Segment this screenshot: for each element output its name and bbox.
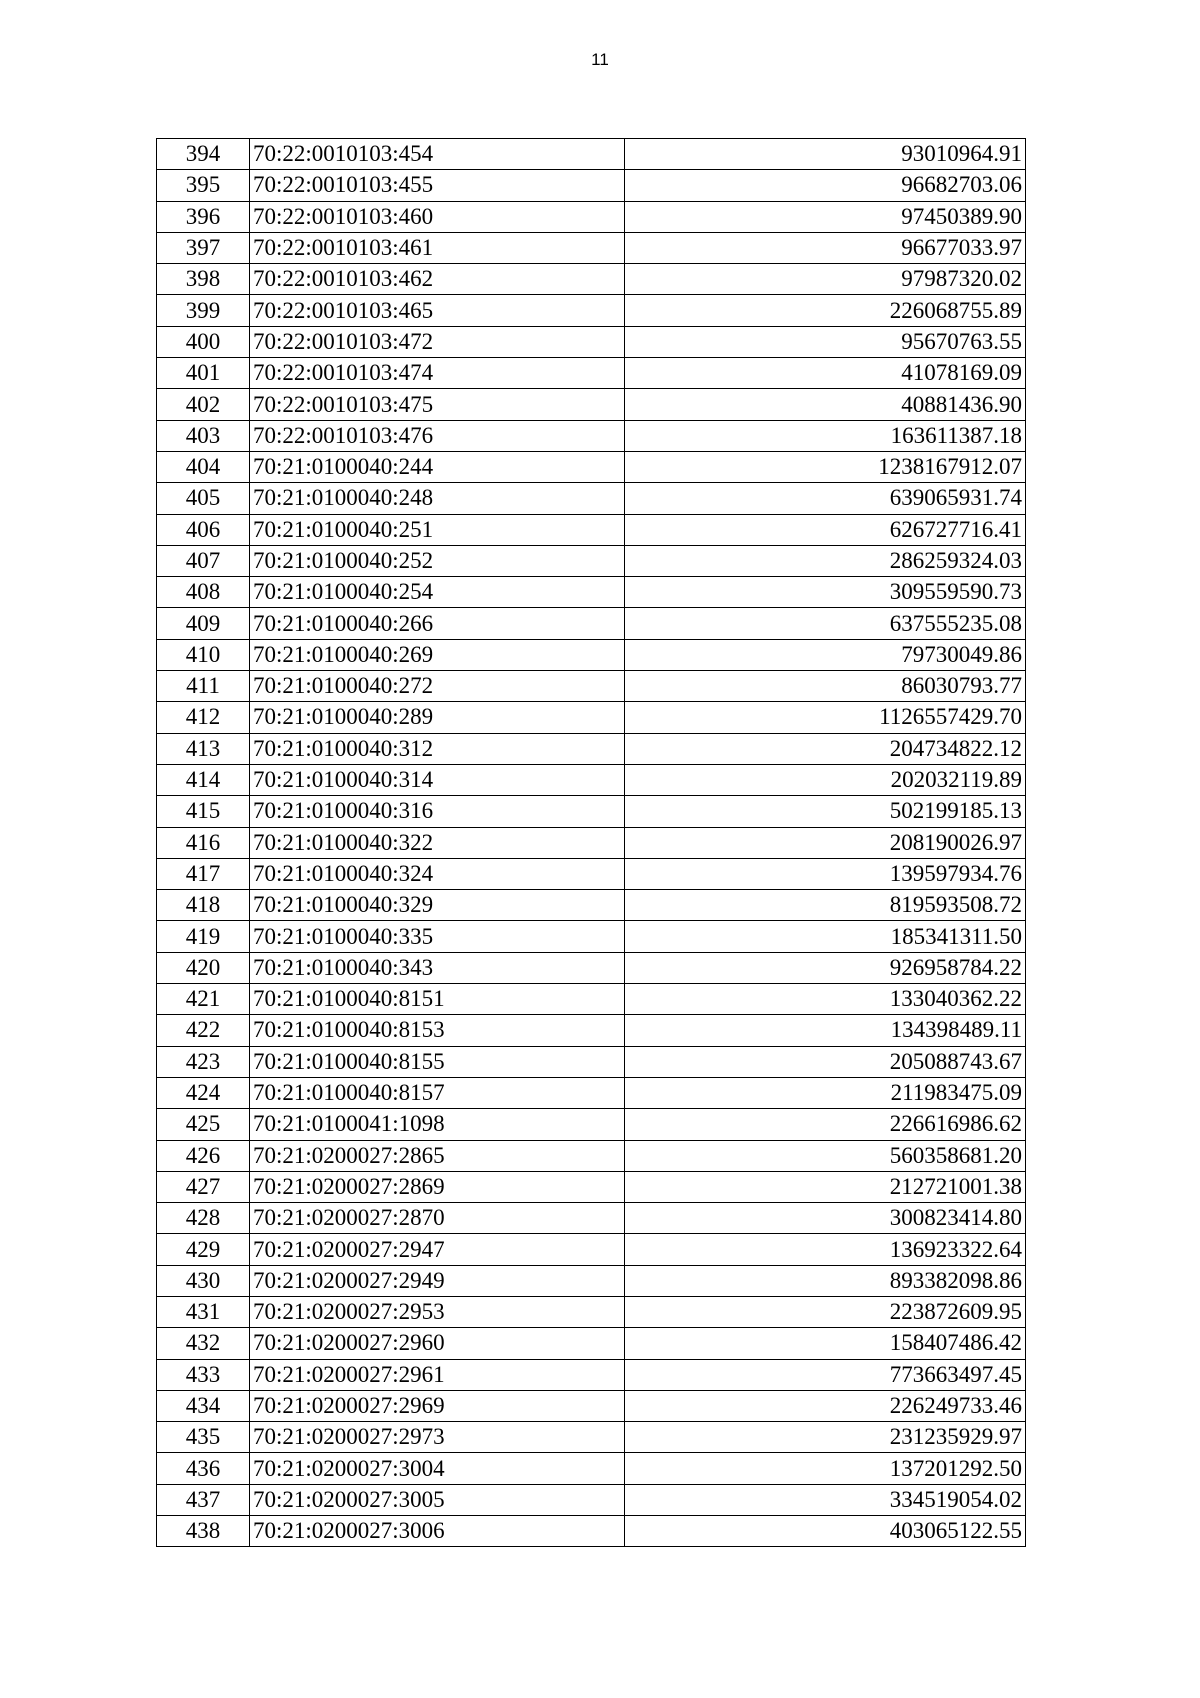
table-row	[157, 1234, 1026, 1265]
cadastral-number-cell: 70:21:0100040:329	[250, 890, 625, 921]
row-number-cell: 414	[157, 764, 250, 795]
row-number-cell: 410	[157, 639, 250, 670]
cadastral-number-cell: 70:21:0100040:289	[250, 702, 625, 733]
row-number-cell: 433	[157, 1359, 250, 1390]
cadastral-value-cell: 1126557429.70	[625, 702, 1026, 733]
table-row	[157, 1265, 1026, 1296]
cadastral-value-cell: 626727716.41	[625, 514, 1026, 545]
cadastral-number-cell: 70:22:0010103:460	[250, 201, 625, 232]
cadastral-value-cell: 223872609.95	[625, 1296, 1026, 1327]
cadastral-number-cell: 70:21:0100040:314	[250, 764, 625, 795]
cadastral-number-cell: 70:21:0200027:3005	[250, 1484, 625, 1515]
cadastral-value-cell: 96682703.06	[625, 170, 1026, 201]
cadastral-number-cell: 70:21:0100040:322	[250, 827, 625, 858]
row-number-cell: 432	[157, 1328, 250, 1359]
row-number-cell: 421	[157, 984, 250, 1015]
row-number-cell: 416	[157, 827, 250, 858]
cadastral-number-cell: 70:21:0100040:8153	[250, 1015, 625, 1046]
cadastral-number-cell: 70:21:0200027:3004	[250, 1453, 625, 1484]
table-row	[157, 1171, 1026, 1202]
cadastral-value-cell: 639065931.74	[625, 483, 1026, 514]
row-number-cell: 423	[157, 1046, 250, 1077]
row-number-cell: 419	[157, 921, 250, 952]
row-number-cell: 437	[157, 1484, 250, 1515]
cadastral-number-cell: 70:22:0010103:476	[250, 420, 625, 451]
table-row	[157, 1453, 1026, 1484]
cadastral-value-cell: 96677033.97	[625, 232, 1026, 263]
table-row	[157, 1484, 1026, 1515]
cadastral-value-cell: 202032119.89	[625, 764, 1026, 795]
row-number-cell: 403	[157, 420, 250, 451]
table-row	[157, 1109, 1026, 1140]
cadastral-number-cell: 70:21:0200027:2953	[250, 1296, 625, 1327]
cadastral-value-cell: 286259324.03	[625, 545, 1026, 576]
row-number-cell: 412	[157, 702, 250, 733]
table-row	[157, 264, 1026, 295]
cadastral-value-cell: 231235929.97	[625, 1422, 1026, 1453]
cadastral-number-cell: 70:21:0100040:8155	[250, 1046, 625, 1077]
cadastral-value-cell: 133040362.22	[625, 984, 1026, 1015]
row-number-cell: 430	[157, 1265, 250, 1296]
row-number-cell: 408	[157, 577, 250, 608]
row-number-cell: 406	[157, 514, 250, 545]
row-number-cell: 409	[157, 608, 250, 639]
cadastral-value-cell: 226249733.46	[625, 1390, 1026, 1421]
row-number-cell: 396	[157, 201, 250, 232]
table-row	[157, 1015, 1026, 1046]
cadastral-value-cell: 97450389.90	[625, 201, 1026, 232]
table-row	[157, 232, 1026, 263]
cadastral-number-cell: 70:22:0010103:474	[250, 358, 625, 389]
cadastral-number-cell: 70:21:0200027:3006	[250, 1516, 625, 1547]
cadastral-value-cell: 163611387.18	[625, 420, 1026, 451]
table-row	[157, 1296, 1026, 1327]
row-number-cell: 401	[157, 358, 250, 389]
cadastral-value-cell: 205088743.67	[625, 1046, 1026, 1077]
cadastral-number-cell: 70:22:0010103:465	[250, 295, 625, 326]
row-number-cell: 431	[157, 1296, 250, 1327]
table-row	[157, 577, 1026, 608]
cadastral-value-cell: 1238167912.07	[625, 451, 1026, 482]
cadastral-value-table	[156, 138, 1026, 1547]
table-row	[157, 764, 1026, 795]
cadastral-number-cell: 70:22:0010103:455	[250, 170, 625, 201]
row-number-cell: 420	[157, 952, 250, 983]
cadastral-value-cell: 139597934.76	[625, 858, 1026, 889]
table-row	[157, 1422, 1026, 1453]
cadastral-value-cell: 309559590.73	[625, 577, 1026, 608]
row-number-cell: 435	[157, 1422, 250, 1453]
page-number: 11	[591, 50, 609, 69]
table-row	[157, 984, 1026, 1015]
cadastral-number-cell: 70:21:0100040:248	[250, 483, 625, 514]
cadastral-number-cell: 70:21:0100040:266	[250, 608, 625, 639]
table-row	[157, 671, 1026, 702]
cadastral-number-cell: 70:21:0200027:2969	[250, 1390, 625, 1421]
cadastral-number-cell: 70:21:0200027:2870	[250, 1203, 625, 1234]
cadastral-number-cell: 70:21:0200027:2960	[250, 1328, 625, 1359]
cadastral-number-cell: 70:21:0200027:2865	[250, 1140, 625, 1171]
cadastral-value-cell: 212721001.38	[625, 1171, 1026, 1202]
table-row	[157, 451, 1026, 482]
row-number-cell: 427	[157, 1171, 250, 1202]
cadastral-value-cell: 226068755.89	[625, 295, 1026, 326]
row-number-cell: 400	[157, 326, 250, 357]
table-row	[157, 733, 1026, 764]
table-row	[157, 1390, 1026, 1421]
table-row	[157, 890, 1026, 921]
cadastral-value-cell: 137201292.50	[625, 1453, 1026, 1484]
table-row	[157, 1328, 1026, 1359]
cadastral-value-cell: 773663497.45	[625, 1359, 1026, 1390]
cadastral-number-cell: 70:21:0100040:316	[250, 796, 625, 827]
row-number-cell: 395	[157, 170, 250, 201]
table-row	[157, 201, 1026, 232]
cadastral-number-cell: 70:21:0100040:343	[250, 952, 625, 983]
cadastral-value-cell: 134398489.11	[625, 1015, 1026, 1046]
row-number-cell: 426	[157, 1140, 250, 1171]
cadastral-value-cell: 211983475.09	[625, 1077, 1026, 1108]
cadastral-number-cell: 70:21:0100041:1098	[250, 1109, 625, 1140]
table-row	[157, 952, 1026, 983]
table-row	[157, 389, 1026, 420]
table-row	[157, 326, 1026, 357]
row-number-cell: 436	[157, 1453, 250, 1484]
cadastral-value-cell: 95670763.55	[625, 326, 1026, 357]
cadastral-value-cell: 226616986.62	[625, 1109, 1026, 1140]
table-row	[157, 858, 1026, 889]
cadastral-number-cell: 70:21:0100040:312	[250, 733, 625, 764]
cadastral-value-cell: 560358681.20	[625, 1140, 1026, 1171]
cadastral-number-cell: 70:21:0100040:251	[250, 514, 625, 545]
table-row	[157, 514, 1026, 545]
table-row	[157, 702, 1026, 733]
row-number-cell: 429	[157, 1234, 250, 1265]
table-row	[157, 1046, 1026, 1077]
cadastral-value-cell: 41078169.09	[625, 358, 1026, 389]
row-number-cell: 422	[157, 1015, 250, 1046]
table-row	[157, 139, 1026, 170]
row-number-cell: 411	[157, 671, 250, 702]
row-number-cell: 428	[157, 1203, 250, 1234]
table-row	[157, 796, 1026, 827]
cadastral-value-cell: 208190026.97	[625, 827, 1026, 858]
row-number-cell: 398	[157, 264, 250, 295]
cadastral-value-cell: 86030793.77	[625, 671, 1026, 702]
cadastral-value-cell: 185341311.50	[625, 921, 1026, 952]
row-number-cell: 418	[157, 890, 250, 921]
cadastral-number-cell: 70:22:0010103:462	[250, 264, 625, 295]
row-number-cell: 402	[157, 389, 250, 420]
row-number-cell: 417	[157, 858, 250, 889]
table-row	[157, 1359, 1026, 1390]
cadastral-number-cell: 70:21:0100040:272	[250, 671, 625, 702]
cadastral-value-cell: 893382098.86	[625, 1265, 1026, 1296]
table-row	[157, 483, 1026, 514]
cadastral-value-cell: 926958784.22	[625, 952, 1026, 983]
table-body	[157, 139, 1026, 1547]
cadastral-value-cell: 97987320.02	[625, 264, 1026, 295]
cadastral-value-cell: 158407486.42	[625, 1328, 1026, 1359]
cadastral-number-cell: 70:21:0200027:2949	[250, 1265, 625, 1296]
table-row	[157, 1140, 1026, 1171]
cadastral-number-cell: 70:21:0100040:8157	[250, 1077, 625, 1108]
table-row	[157, 295, 1026, 326]
cadastral-value-cell: 40881436.90	[625, 389, 1026, 420]
table-row	[157, 420, 1026, 451]
table-row	[157, 545, 1026, 576]
cadastral-number-cell: 70:21:0100040:254	[250, 577, 625, 608]
row-number-cell: 415	[157, 796, 250, 827]
cadastral-value-cell: 300823414.80	[625, 1203, 1026, 1234]
cadastral-number-cell: 70:21:0100040:324	[250, 858, 625, 889]
cadastral-number-cell: 70:22:0010103:472	[250, 326, 625, 357]
table-row	[157, 1203, 1026, 1234]
row-number-cell: 438	[157, 1516, 250, 1547]
cadastral-value-cell: 79730049.86	[625, 639, 1026, 670]
cadastral-value-cell: 403065122.55	[625, 1516, 1026, 1547]
cadastral-number-cell: 70:21:0200027:2869	[250, 1171, 625, 1202]
cadastral-number-cell: 70:22:0010103:454	[250, 139, 625, 170]
cadastral-number-cell: 70:21:0100040:244	[250, 451, 625, 482]
table-row	[157, 921, 1026, 952]
cadastral-number-cell: 70:22:0010103:461	[250, 232, 625, 263]
cadastral-value-cell: 637555235.08	[625, 608, 1026, 639]
table-row	[157, 1077, 1026, 1108]
cadastral-value-cell: 502199185.13	[625, 796, 1026, 827]
cadastral-number-cell: 70:21:0200027:2947	[250, 1234, 625, 1265]
cadastral-number-cell: 70:21:0100040:269	[250, 639, 625, 670]
table-row	[157, 358, 1026, 389]
row-number-cell: 407	[157, 545, 250, 576]
cadastral-value-cell: 334519054.02	[625, 1484, 1026, 1515]
cadastral-value-cell: 93010964.91	[625, 139, 1026, 170]
cadastral-number-cell: 70:22:0010103:475	[250, 389, 625, 420]
table-row	[157, 827, 1026, 858]
cadastral-value-cell: 204734822.12	[625, 733, 1026, 764]
row-number-cell: 424	[157, 1077, 250, 1108]
table-row	[157, 608, 1026, 639]
cadastral-number-cell: 70:21:0200027:2961	[250, 1359, 625, 1390]
row-number-cell: 399	[157, 295, 250, 326]
row-number-cell: 425	[157, 1109, 250, 1140]
row-number-cell: 394	[157, 139, 250, 170]
cadastral-value-cell: 819593508.72	[625, 890, 1026, 921]
cadastral-number-cell: 70:21:0100040:335	[250, 921, 625, 952]
table-row	[157, 639, 1026, 670]
table-row	[157, 170, 1026, 201]
row-number-cell: 405	[157, 483, 250, 514]
row-number-cell: 413	[157, 733, 250, 764]
cadastral-number-cell: 70:21:0100040:252	[250, 545, 625, 576]
cadastral-value-cell: 136923322.64	[625, 1234, 1026, 1265]
row-number-cell: 397	[157, 232, 250, 263]
row-number-cell: 404	[157, 451, 250, 482]
table-row	[157, 1516, 1026, 1547]
cadastral-number-cell: 70:21:0200027:2973	[250, 1422, 625, 1453]
row-number-cell: 434	[157, 1390, 250, 1421]
cadastral-number-cell: 70:21:0100040:8151	[250, 984, 625, 1015]
